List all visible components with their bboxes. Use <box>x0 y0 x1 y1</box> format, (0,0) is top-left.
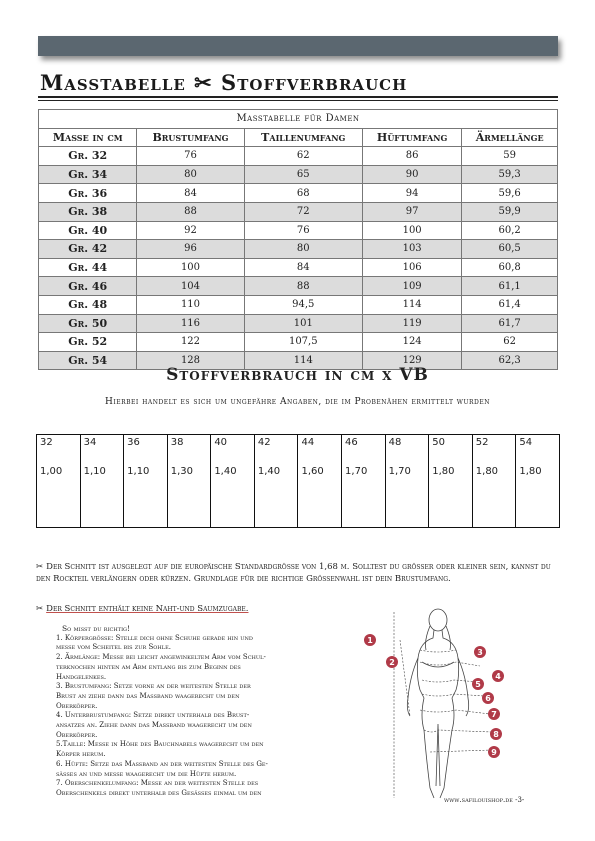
guide-line: 7. Oberschenkelumfang: Messe an der weitesten Stelle des <box>56 779 259 788</box>
table-row <box>39 147 558 166</box>
marker-label: 9 <box>491 748 497 757</box>
table-row <box>39 184 558 203</box>
guide-line: Brust an ziehe dann das Massband waagerecht um den <box>56 691 240 700</box>
fabric-cell <box>80 435 124 528</box>
table-cell: 100 <box>137 258 244 277</box>
marker-label: 3 <box>477 648 483 657</box>
marker-7 <box>488 708 500 720</box>
table-cell: 122 <box>137 333 244 352</box>
marker-5 <box>472 678 484 690</box>
marker-label: 7 <box>491 710 497 719</box>
table-cell: 76 <box>137 147 244 166</box>
table-cell: 104 <box>137 277 244 296</box>
marker-8 <box>490 728 502 740</box>
guide-line: 4. Unterbrustumfang: Setze direkt unterhalb des Brust- <box>56 711 250 720</box>
fabric-cell <box>124 435 168 528</box>
table-row <box>39 333 558 352</box>
table-cell: 97 <box>363 202 462 221</box>
table-cell: 88 <box>137 202 244 221</box>
table-cell: 59,9 <box>462 202 558 221</box>
fabric-size: 40 <box>214 437 228 448</box>
seam-note-text: Der Schnitt enthält keine Naht-und Saumzugabe. <box>46 604 249 614</box>
guide-line: terknochen hinten am Arm entlang bis zum Beginn des <box>56 662 241 671</box>
measuring-guide-heading: So misst du richtig! <box>62 624 131 633</box>
fabric-cell <box>211 435 255 528</box>
size-label: Gr. 42 <box>39 240 137 259</box>
marker-label: 4 <box>495 672 501 681</box>
table-cell: 60,2 <box>462 221 558 240</box>
measure-lines <box>394 612 492 798</box>
table-cell: 59,6 <box>462 184 558 203</box>
table-row <box>39 165 558 184</box>
fabric-size: 36 <box>127 437 140 448</box>
size-table-caption: Masstabelle für Damen <box>39 110 558 129</box>
marker-6 <box>482 692 494 704</box>
size-label: Gr. 44 <box>39 258 137 277</box>
table-cell: 94,5 <box>244 295 362 314</box>
table-cell: 62 <box>244 147 362 166</box>
guide-line: messe vom Scheitel bis zur Sohle. <box>56 643 171 652</box>
table-row <box>39 277 558 296</box>
table-cell: 101 <box>244 314 362 333</box>
marker-1 <box>364 634 376 646</box>
table-cell: 59,3 <box>462 165 558 184</box>
guide-line: Oberkörper. <box>56 701 98 710</box>
size-label: Gr. 34 <box>39 165 137 184</box>
guide-line: 6. Hüfte: Setze das Massband an der weitesten Stelle des Ge- <box>56 759 268 768</box>
guide-line: 2. Ärmlänge: Messe bei leicht angewinkeltem Arm vom Schul- <box>56 653 266 662</box>
size-table <box>38 109 558 370</box>
table-cell: 62 <box>462 333 558 352</box>
size-label: Gr. 36 <box>39 184 137 203</box>
table-cell: 90 <box>363 165 462 184</box>
table-cell: 103 <box>363 240 462 259</box>
fabric-size: 48 <box>388 437 402 448</box>
table-row <box>39 295 558 314</box>
table-cell: 106 <box>363 258 462 277</box>
table-cell: 119 <box>363 314 462 333</box>
fabric-size: 42 <box>257 437 271 448</box>
table-cell: 96 <box>137 240 244 259</box>
table-cell: 114 <box>244 351 362 370</box>
guide-line: 1. Körpergrösse: Stelle dich ohne Schuhe gerade hin und <box>56 633 253 642</box>
size-label: Gr. 46 <box>39 277 137 296</box>
fabric-value: 1,40 <box>214 466 237 477</box>
fabric-cell <box>342 435 386 528</box>
fabric-size: 52 <box>475 437 489 448</box>
title-divider <box>38 96 558 101</box>
fabric-cell <box>385 435 429 528</box>
table-cell: 76 <box>244 221 362 240</box>
table-cell: 65 <box>244 165 362 184</box>
marker-9 <box>488 746 500 758</box>
size-note-text: Der Schnitt ist ausgelegt auf die europäische Standardgrösse von 1,68 m. Solltest du grösser oder kleiner sein, kannst du den Rockteil verlängern oder kürzen. Grundlage für die richtige Grössenwahl ist dein Brustumfang. <box>36 562 551 584</box>
size-label: Gr. 38 <box>39 202 137 221</box>
marker-label: 8 <box>493 730 499 739</box>
fabric-cell <box>37 435 81 528</box>
table-cell: 92 <box>137 221 244 240</box>
scissors-icon: ✂ <box>36 562 44 572</box>
column-header: Ärmellänge <box>462 128 558 147</box>
table-cell: 80 <box>244 240 362 259</box>
table-cell: 128 <box>137 351 244 370</box>
body-measurement-figure <box>360 606 560 802</box>
woman-silhouette <box>407 609 468 798</box>
fabric-size: 50 <box>432 437 445 448</box>
size-label: Gr. 40 <box>39 221 137 240</box>
table-cell: 107,5 <box>244 333 362 352</box>
table-cell: 68 <box>244 184 362 203</box>
table-cell: 94 <box>363 184 462 203</box>
fabric-cell <box>516 435 560 528</box>
fabric-size: 46 <box>345 437 358 448</box>
table-cell: 84 <box>244 258 362 277</box>
size-label: Gr. 52 <box>39 333 137 352</box>
marker-label: 1 <box>367 636 373 645</box>
guide-line: 3. Brustumfang: Setze vorne an der weitesten Stelle der <box>56 682 251 691</box>
column-header: Taillenumfang <box>244 128 362 147</box>
table-cell: 60,8 <box>462 258 558 277</box>
size-label: Gr. 32 <box>39 147 137 166</box>
fabric-size: 32 <box>40 437 53 448</box>
column-header: Brustumfang <box>137 128 244 147</box>
fabric-cell <box>167 435 211 528</box>
fabric-value: 1,80 <box>432 466 455 477</box>
table-row <box>39 258 558 277</box>
table-cell: 61,4 <box>462 295 558 314</box>
fabric-value: 1,10 <box>127 466 150 477</box>
fabric-value: 1,00 <box>40 466 63 477</box>
marker-label: 6 <box>485 694 491 703</box>
table-cell: 100 <box>363 221 462 240</box>
size-note <box>36 561 556 585</box>
table-cell: 61,7 <box>462 314 558 333</box>
table-cell: 109 <box>363 277 462 296</box>
fabric-cell <box>254 435 298 528</box>
marker-3 <box>474 646 486 658</box>
fabric-size: 54 <box>519 437 533 448</box>
fabric-cell <box>472 435 516 528</box>
table-cell: 62,3 <box>462 351 558 370</box>
fabric-title: Stoffverbrauch in cm x VB <box>166 365 429 385</box>
table-cell: 72 <box>244 202 362 221</box>
column-header: Hüftumfang <box>363 128 462 147</box>
table-row <box>39 221 558 240</box>
guide-line: Oberkörper. <box>56 730 98 739</box>
fabric-size: 38 <box>170 437 184 448</box>
table-cell: 80 <box>137 165 244 184</box>
fabric-value: 1,80 <box>519 466 542 477</box>
header-bar <box>38 36 558 56</box>
table-cell: 88 <box>244 277 362 296</box>
guide-line: Körper herum. <box>56 750 106 759</box>
guide-line: 5.Taille: Messe in Höhe des Bauchnabels waagerecht um den <box>56 740 264 749</box>
table-cell: 60,5 <box>462 240 558 259</box>
fabric-size: 44 <box>301 437 315 448</box>
size-label: Gr. 48 <box>39 295 137 314</box>
size-label: Gr. 50 <box>39 314 137 333</box>
page-title: Masstabelle ✂ Stoffverbrauch <box>40 70 408 95</box>
table-cell: 86 <box>363 147 462 166</box>
fabric-cell <box>429 435 473 528</box>
guide-line: ansatzes an. Ziehe dann das Massband waagerecht um den <box>56 721 252 730</box>
table-row <box>39 314 558 333</box>
fabric-table <box>36 434 560 528</box>
fabric-cell <box>298 435 342 528</box>
footer-text: www.safilouishop.de -3- <box>444 796 525 804</box>
marker-4 <box>492 670 504 682</box>
table-cell: 116 <box>137 314 244 333</box>
column-header: Masse in cm <box>39 128 137 147</box>
marker-label: 5 <box>475 680 481 689</box>
guide-line: Handgelenkes. <box>56 672 107 681</box>
table-cell: 114 <box>363 295 462 314</box>
table-row <box>39 202 558 221</box>
table-cell: 129 <box>363 351 462 370</box>
marker-2 <box>386 656 398 668</box>
table-cell: 110 <box>137 295 244 314</box>
fabric-note: Hierbei handelt es sich um ungefähre Angaben, die im Probenähen ermittelt wurden <box>105 397 490 407</box>
table-cell: 59 <box>462 147 558 166</box>
marker-label: 2 <box>389 658 395 667</box>
guide-line: Oberschenkels direkt unterhalb des Gesässes einmal um den <box>56 788 262 797</box>
scissors-icon: ✂ <box>36 604 44 614</box>
fabric-value: 1,80 <box>475 466 499 477</box>
table-row <box>39 240 558 259</box>
fabric-value: 1,60 <box>301 466 324 477</box>
fabric-value: 1,10 <box>83 466 106 477</box>
guide-line: sässes an und messe waagerecht um die Hüfte herum. <box>56 769 237 778</box>
fabric-value: 1,30 <box>170 466 193 477</box>
measuring-guide <box>56 624 346 799</box>
fabric-value: 1,70 <box>345 466 368 477</box>
fabric-value: 1,70 <box>388 466 411 477</box>
fabric-value: 1,40 <box>257 466 281 477</box>
table-cell: 124 <box>363 333 462 352</box>
fabric-size: 34 <box>83 437 97 448</box>
table-cell: 84 <box>137 184 244 203</box>
size-label: Gr. 54 <box>39 351 137 370</box>
table-cell: 61,1 <box>462 277 558 296</box>
